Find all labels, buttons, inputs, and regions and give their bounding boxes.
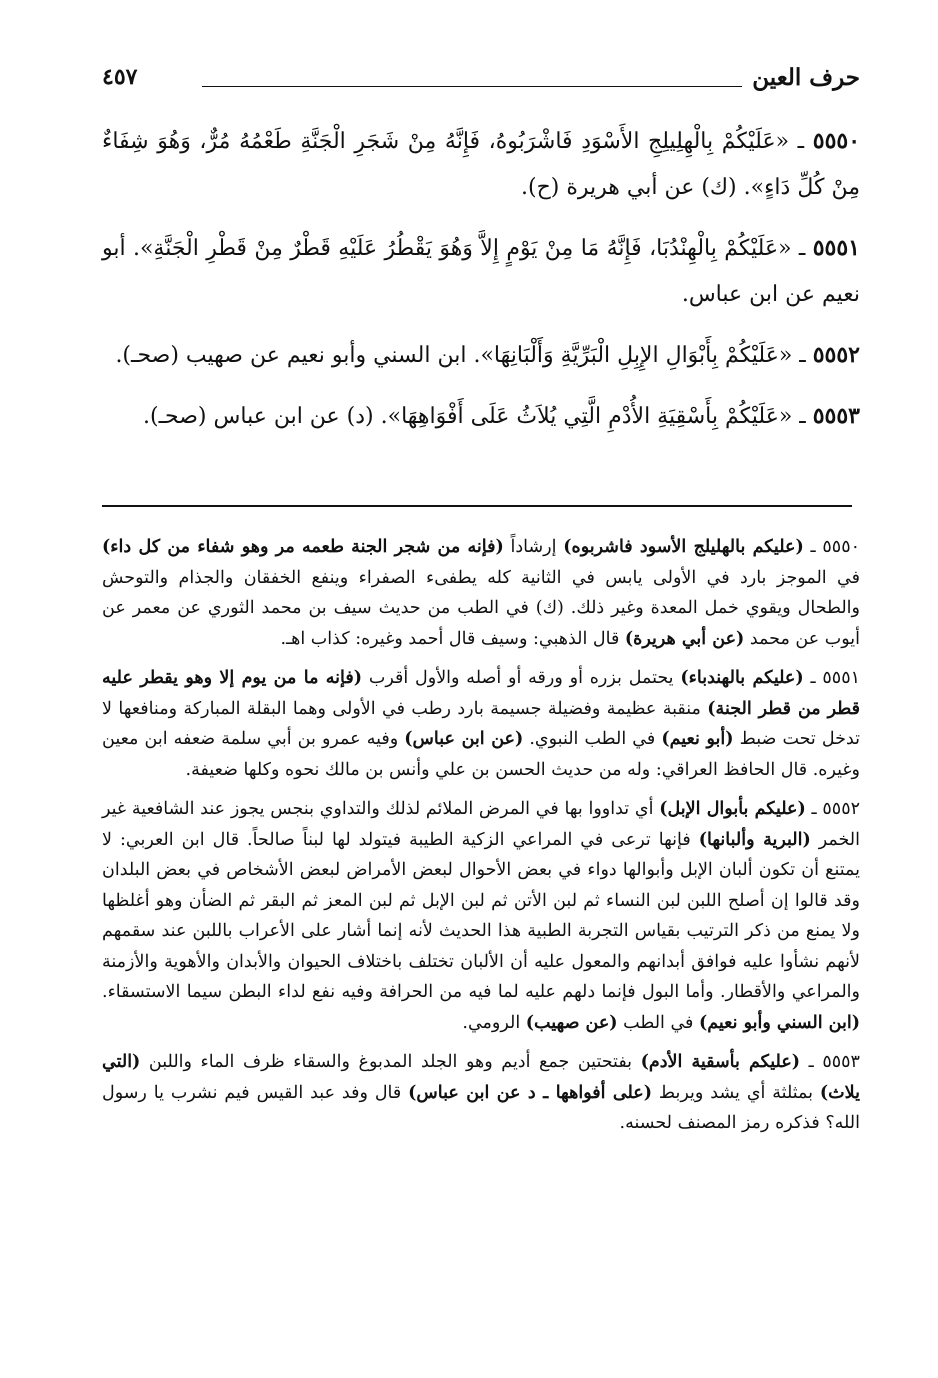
commentary-text: يحتمل بزره أو ورقه أو أصله والأول أقرب — [362, 668, 681, 688]
commentary-text: بمثلثة أي يشد ويربط — [652, 1082, 820, 1103]
commentary-text: وفيه عمرو بن أبي سلمة ضعفه ابن معين وغيره. قال الحافظ العراقي: وله من حديث الحسن بن علي وأنس بن مالك نحوه وكلها ضعيفة. — [102, 729, 860, 780]
hadith-text: «عَلَيْكُمْ بِأَسْقِيَةِ الأُدْمِ الَّتِي يُلاَثُ عَلَى أَفْوَاهِهَا». (د) عن ابن عباس (صحـ). — [143, 404, 793, 429]
commentary-text: إرشاداً — [503, 537, 564, 557]
page-number: ٤٥٧ — [102, 64, 138, 90]
commentary-entry: ٥٥٥٠ ـ (عليكم بالهليلج الأسود فاشربوه) إرشاداً (فإنه من شجر الجنة طعمه مر وهو شفاء من كل داء) في الموجز بارد في الأولى يابس في الثانية كله يطفىء الصفراء وينفع الخفقان والجذام والتوحش والطحال ويقوي خمل المعدة وغير ذلك. (ك) في الطب من حديث سيف بن محمد الثوري عن معمر عن أيوب عن محمد (عن أبي هريرة) قال الذهبي: وسيف قال أحمد وغيره: كذاب اهـ. — [102, 537, 860, 649]
commentary-entry: ٥٥٥٣ ـ (عليكم بأسقية الأدم) بفتحتين جمع أديم وهو الجلد المدبوغ والسقاء ظرف الماء واللبن (التي يلاث) بمثلثة أي يشد ويربط (على أفواهها ـ د عن ابن عباس) قال وفد عبد القيس فيم نشرب يا رسول الله؟ فذكره رمز المصنف لحسنه. — [102, 1052, 860, 1133]
hadith-number: ٥٥٥٢ — [812, 342, 860, 368]
commentary-number: ٥٥٥٢ — [822, 799, 860, 819]
commentary-text-bold: (عليكم بأسقية الأدم) — [640, 1052, 801, 1072]
commentary-text-bold: (ابن السني وأبو نعيم) — [698, 1012, 860, 1033]
commentary-text-bold: (أبو نعيم) — [661, 729, 734, 749]
page-header — [102, 60, 860, 100]
hadith-number: ٥٥٥٠ — [812, 128, 861, 154]
commentary-number: ٥٥٥٣ — [822, 1052, 860, 1072]
hadith-number: ٥٥٥١ — [812, 235, 860, 261]
commentary-section — [102, 532, 860, 1148]
commentary-text: في الطب النبوي. — [523, 729, 662, 749]
commentary-text: بفتحتين جمع أديم وهو الجلد المدبوغ والسقاء ظرف الماء واللبن — [140, 1052, 641, 1072]
chapter-title: حرف العين — [752, 64, 860, 91]
hadith-section — [102, 118, 860, 454]
hadith-entry: ٥٥٥٢ ـ «عَلَيْكُمْ بِأَبْوَالِ الإِبِلِ الْبَرِّيَّةِ وَأَلْبَانِهَا». ابن السني وأبو نعيم عن صهيب (صحـ). — [115, 342, 860, 368]
commentary-text: منقبة عظيمة وفضيلة جسيمة بارد رطب في الأولى وهما البقلة المباركة ومنافعها لا تدخل تحت ضبط — [102, 698, 860, 749]
commentary-text: في الطب — [617, 1012, 699, 1033]
commentary-number: ٥٥٥٠ — [822, 537, 860, 557]
hadith-entry: ٥٥٥١ ـ «عَلَيْكُمْ بِالْهِنْدُبَا، فَإِنَّهُ مَا مِنْ يَوْمٍ إِلاَّ وَهُوَ يَقْطُرُ عَلَيْهِ قَطْرٌ مِنْ قَطْرِ الْجَنَّةِ». أبو نعيم عن ابن عباس. — [102, 235, 860, 307]
commentary-text: قال وفد عبد القيس فيم نشرب يا رسول الله؟ فذكره رمز المصنف لحسنه. — [102, 1082, 860, 1133]
commentary-text: قال الذهبي: وسيف قال أحمد وغيره: كذاب اهـ. — [280, 628, 625, 649]
commentary-text-bold: (على أفواهها ـ د عن ابن عباس) — [408, 1082, 652, 1103]
commentary-entry: ٥٥٥٢ ـ (عليكم بأبوال الإبل) أي تداووا بها في المرض الملائم لذلك والتداوي بنجس يجوز عند الشافعية غير الخمر (البرية وألبانها) فإنها ترعى في المراعي الزكية الطيبة فيتولد لها لبناً صالحاً. قال ابن العربي: لا يمتنع أن تكون ألبان الإبل وأبوالها دواء في بعض الأحوال لبعض الأمراض لبعض الأشخاص في بعض البلدان وقد قالوا إن أصلح اللبن لبن النساء ثم لبن الأتن ثم لبن الإبل ثم لبن المعز ثم البقر ثم الضأن وهو أغلظها ولا يمنع من ذكر الترتيب بقياس التجربة الطبية هذا الحديث لأنه إنما أشار على الأعراب باللبن عند سقمهم لأنهم نشأوا عليه فوافق أبدانهم والمعول عليه أن الألبان تختلف باختلاف الحيوان والأبدان والأهوية والأزمنة والمراعي والأقطار. وأما البول فإنما دلهم عليه لما فيه من الحرافة وفيه نفع لداء البطن سيما الاستسقاء. (ابن السني وأبو نعيم) في الطب (عن صهيب) الرومي. — [102, 799, 861, 1033]
commentary-text: فإنها ترعى في المراعي الزكية الطيبة فيتولد لها لبناً صالحاً. قال ابن العربي: لا يمتنع أن تكون ألبان الإبل وأبوالها دواء في بعض الأحوال لبعض الأمراض لبعض الأشخاص في بعض البلدان وقد قالوا إن أصلح اللبن لبن النساء ثم لبن الأتن ثم لبن الإبل ثم لبن المعز ثم البقر ثم الضأن وهو أغلظها ولا يمنع من ذكر الترتيب بقياس التجربة الطبية هذا الحديث لأنه إنما أشار على الأعراب باللبن عند سقمهم لأنهم نشأوا عليه فوافق أبدانهم والمعول عليه أن الألبان تختلف باختلاف الحيوان والأبدان والأهوية والأزمنة والمراعي والأقطار. وأما البول فإنما دلهم عليه لما فيه من الحرافة وفيه نفع لداء البطن سيما الاستسقاء. — [102, 829, 860, 1002]
commentary-text: الرومي. — [462, 1012, 526, 1033]
hadith-text: «عَلَيْكُمْ بِالْهِنْدُبَا، فَإِنَّهُ مَا مِنْ يَوْمٍ إِلاَّ وَهُوَ يَقْطُرُ عَلَيْهِ قَطْرٌ مِنْ قَطْرِ الْجَنَّةِ». أبو نعيم عن ابن عباس. — [102, 236, 860, 307]
commentary-text-bold: (فإنه من شجر الجنة طعمه مر وهو شفاء من كل داء) — [102, 537, 504, 557]
commentary-text-bold: (البرية وألبانها) — [698, 829, 811, 850]
commentary-text-bold: (عليكم بالهليلج الأسود فاشربوه) — [563, 537, 804, 557]
hadith-text: «عَلَيْكُمْ بِالْهِلِيلِجِ الأَسْوَدِ فَاشْرَبُوهُ، فَإِنَّهُ مِنْ شَجَرِ الْجَنَّةِ طَعْمُهُ مُرٌّ، وَهُوَ شِفَاءٌ مِنْ كُلِّ دَاءٍ». (ك) عن أبي هريرة (ح). — [102, 129, 860, 200]
commentary-text-bold: (التي يلاث) — [102, 1052, 860, 1103]
commentary-text: أي تداووا بها في المرض الملائم لذلك والتداوي بنجس يجوز عند الشافعية غير الخمر — [102, 799, 861, 850]
header-rule — [202, 86, 742, 87]
commentary-text: في الموجز بارد في الأولى يابس في الثانية كله يطفىء الصفراء وينفع الخفقان والجذام والتوحش والطحال ويقوي خمل المعدة وغير ذلك. (ك) في الطب من حديث سيف بن محمد الثوري عن معمر عن أيوب عن محمد — [102, 567, 860, 649]
commentary-entry: ٥٥٥١ ـ (عليكم بالهندباء) يحتمل بزره أو ورقه أو أصله والأول أقرب (فإنه ما من يوم إلا وهو يقطر عليه قطر من قطر الجنة) منقبة عظيمة وفضيلة جسيمة بارد رطب في الأولى وهما البقلة المباركة ومنافعها لا تدخل تحت ضبط (أبو نعيم) في الطب النبوي. (عن ابن عباس) وفيه عمرو بن أبي سلمة ضعفه ابن معين وغيره. قال الحافظ العراقي: وله من حديث الحسن بن علي وأنس بن مالك نحوه وكلها ضعيفة. — [102, 668, 860, 780]
section-divider — [102, 505, 852, 507]
commentary-text-bold: (عن أبي هريرة) — [624, 628, 745, 649]
commentary-number: ٥٥٥١ — [822, 668, 860, 688]
hadith-entry: ٥٥٥٠ ـ «عَلَيْكُمْ بِالْهِلِيلِجِ الأَسْوَدِ فَاشْرَبُوهُ، فَإِنَّهُ مِنْ شَجَرِ الْجَنَّةِ طَعْمُهُ مُرٌّ، وَهُوَ شِفَاءٌ مِنْ كُلِّ دَاءٍ». (ك) عن أبي هريرة (ح). — [102, 128, 861, 200]
commentary-text-bold: (عليكم بأبوال الإبل) — [659, 799, 806, 819]
hadith-entry: ٥٥٥٣ ـ «عَلَيْكُمْ بِأَسْقِيَةِ الأُدْمِ الَّتِي يُلاَثُ عَلَى أَفْوَاهِهَا». (د) عن ابن عباس (صحـ). — [143, 403, 860, 429]
commentary-text-bold: (عن ابن عباس) — [404, 729, 524, 749]
commentary-text-bold: (عن صهيب) — [525, 1012, 618, 1033]
hadith-text: «عَلَيْكُمْ بِأَبْوَالِ الإِبِلِ الْبَرِّيَّةِ وَأَلْبَانِهَا». ابن السني وأبو نعيم عن صهيب (صحـ). — [115, 343, 793, 368]
hadith-number: ٥٥٥٣ — [812, 403, 860, 429]
commentary-text-bold: (فإنه ما من يوم إلا وهو يقطر عليه قطر من قطر الجنة) — [102, 668, 860, 719]
commentary-text-bold: (عليكم بالهندباء) — [680, 668, 804, 688]
